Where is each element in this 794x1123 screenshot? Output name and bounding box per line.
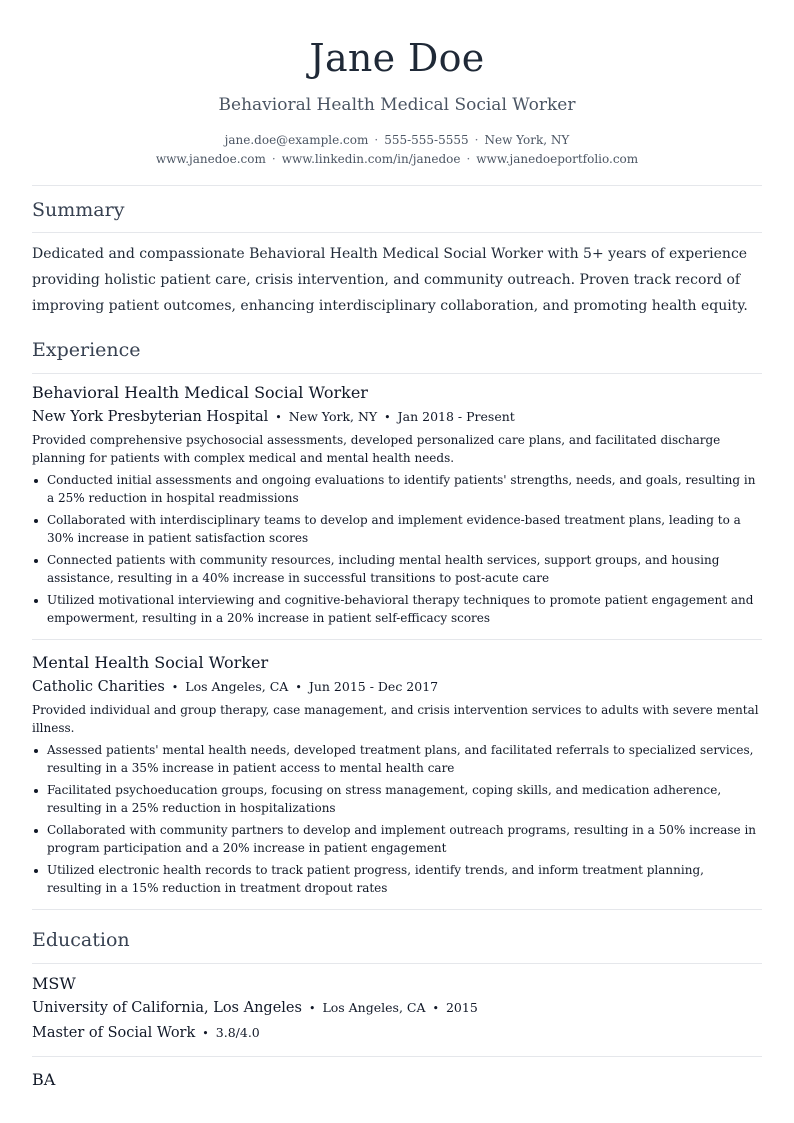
phone-text: 555-555-5555 [384, 133, 469, 147]
job-title: Behavioral Health Medical Social Worker [32, 383, 368, 402]
achievement-item: Assessed patients' mental health needs, developed treatment plans, and facilitated referrals to specialized services, resulting in a 35% increase in patient access to mental health care [32, 741, 762, 777]
experience-entry [32, 652, 762, 897]
divider [32, 909, 762, 910]
education-entry [32, 973, 762, 1044]
divider [32, 963, 762, 964]
summary-text: Dedicated and compassionate Behavioral Health Medical Social Worker with 5+ years of experience providing holistic patient care, crisis intervention, and community outreach. Proven track record of improving patient outcomes, enhancing interdisciplinary collaboration, and promoting health equity. [32, 246, 748, 314]
divider [32, 373, 762, 374]
summary-section-title: Summary [32, 199, 125, 221]
bullet-separator: • [295, 681, 302, 694]
divider [32, 232, 762, 233]
job-dates: Jun 2015 - Dec 2017 [308, 679, 439, 694]
separator: · [374, 133, 379, 147]
job-achievements-list [32, 741, 762, 897]
bullet-separator: • [275, 411, 282, 424]
portfolio-link[interactable]: www.janedoeportfolio.com [476, 152, 639, 166]
job-meta [32, 677, 762, 698]
job-location: Los Angeles, CA [185, 679, 289, 694]
degree-title: MSW [32, 974, 76, 993]
experience-entry [32, 382, 762, 627]
website-link[interactable]: www.janedoe.com [155, 152, 266, 166]
bullet-separator: • [202, 1027, 209, 1040]
separator: · [271, 152, 276, 166]
job-achievements-list [32, 471, 762, 627]
email-link[interactable]: jane.doe@example.com [224, 133, 369, 147]
separator: · [474, 133, 479, 147]
achievement-item: Conducted initial assessments and ongoing evaluations to identify patients' strengths, needs, and goals, resulting in a 25% reduction in hospital readmissions [32, 471, 762, 507]
linkedin-link[interactable]: www.linkedin.com/in/janedoe [281, 152, 461, 166]
education-meta [32, 998, 762, 1019]
education-field: Master of Social Work [32, 1025, 196, 1041]
contact-line-links [32, 150, 762, 169]
job-title: Mental Health Social Worker [32, 653, 269, 672]
education-year: 2015 [445, 1000, 478, 1015]
location-text: New York, NY [484, 133, 570, 147]
job-organization: New York Presbyterian Hospital [32, 409, 269, 425]
degree-title: BA [32, 1070, 56, 1089]
job-location: New York, NY [288, 409, 378, 424]
divider [32, 185, 762, 186]
bullet-separator: • [171, 681, 179, 694]
job-meta [32, 407, 762, 428]
bullet-separator: • [308, 1002, 316, 1015]
achievement-item: Connected patients with community resources, including mental health services, support groups, and housing assistance, resulting in a 40% increase in successful transitions to post-acute care [32, 551, 762, 587]
education-entry [32, 1069, 762, 1091]
separator: · [466, 152, 471, 166]
education-field-line [32, 1023, 762, 1044]
education-location: Los Angeles, CA [322, 1000, 426, 1015]
education-gpa: 3.8/4.0 [215, 1025, 260, 1040]
job-dates: Jan 2018 - Present [397, 409, 515, 424]
education-section-title: Education [32, 929, 130, 951]
achievement-item: Collaborated with community partners to develop and implement outreach programs, resulting in a 50% increase in program participation and a 20% increase in patient engagement [32, 821, 762, 857]
candidate-headline: Behavioral Health Medical Social Worker [218, 95, 576, 115]
achievement-item: Collaborated with interdisciplinary teams to develop and implement evidence-based treatment plans, leading to a 30% increase in patient satisfaction scores [32, 511, 762, 547]
achievement-item: Facilitated psychoeducation groups, focusing on stress management, coping skills, and medication adherence, resulting in a 25% reduction in hospitalizations [32, 781, 762, 817]
job-description: Provided individual and group therapy, case management, and crisis intervention services to adults with severe mental illness. [32, 703, 759, 735]
bullet-separator: • [384, 411, 391, 424]
resume-header [32, 0, 762, 169]
candidate-name: Jane Doe [309, 36, 485, 80]
experience-section-title: Experience [32, 339, 141, 361]
contact-line-primary [32, 131, 762, 150]
achievement-item: Utilized electronic health records to track patient progress, identify trends, and inform treatment planning, resulting in a 15% reduction in treatment dropout rates [32, 861, 762, 897]
achievement-item: Utilized motivational interviewing and cognitive-behavioral therapy techniques to promote patient engagement and empowerment, resulting in a 20% increase in patient self-efficacy scores [32, 591, 762, 627]
job-description: Provided comprehensive psychosocial assessments, developed personalized care plans, and facilitated discharge planning for patients with complex medical and mental health needs. [32, 433, 721, 465]
divider [32, 1056, 762, 1057]
job-organization: Catholic Charities [32, 679, 165, 695]
bullet-separator: • [432, 1002, 439, 1015]
divider [32, 639, 762, 640]
education-institution: University of California, Los Angeles [32, 1000, 302, 1016]
